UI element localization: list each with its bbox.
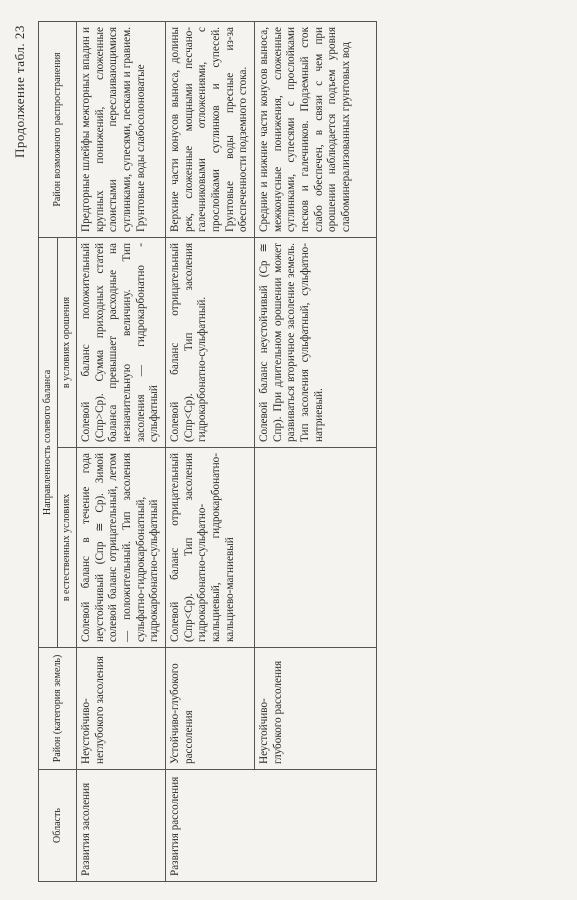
header-direction: Направленность солевого баланса: [39, 237, 58, 647]
table-row: [254, 21, 376, 881]
table-row: [165, 21, 254, 881]
header-irrigation: в условиях орошения: [58, 237, 77, 447]
table-row: [77, 21, 166, 881]
cell-area: Предгорные шлейфы межгорных впадин и крупных понижений, сложенные слоистыми переслаивающимися суглинками, супесями, песками и гравием. Грунтовые воды слабосолоноватые: [77, 21, 166, 237]
cell-district-text: Неустойчиво-глубокого рассоления: [257, 660, 284, 764]
header-district: Район (категория земель): [39, 648, 77, 770]
cell-area: Верхние части конусов выноса, долины рек, сложенные мощными песчано-галечниковыми отложениями, с прослойками суглинков и супесей. Грунтовые воды пресные из-за обеспеченности подземного стока.: [165, 21, 254, 237]
cell-natural: Солевой баланс в течение года неустойчивый (Спр ≅ Ср). Зимой солевой баланс отрицательный, летом — положительный. Тип засоления сульфатно-гидрокарбонатный, гидрокарбонатно-сульфатный: [77, 448, 166, 648]
cell-irrigation: Солевой баланс отрицательный (Спр<Ср). Тип засоления гидрокарбонатно-сульфатный.: [165, 237, 254, 447]
cell-district: [254, 648, 376, 770]
cell-irrigation: Солевой баланс неустойчивый (Ср ≅ Спр). При длительном орошении может развиваться вторичное засоление земель. Тип засоления сульфатный, сульфатно-натриевый.: [254, 237, 376, 447]
header-natural: в естественных условиях: [58, 448, 77, 648]
header-area: Район возможного распространения: [39, 21, 77, 237]
header-row-1: [39, 21, 58, 881]
header-region: Область: [39, 770, 77, 882]
cell-region: Развития рассоления: [165, 770, 376, 882]
table-caption: Продолжение табл. 23: [12, 25, 27, 158]
cell-district: Неустойчиво-неглубокого засоления: [77, 648, 166, 770]
cell-natural: [254, 448, 376, 648]
cell-district: Устойчиво-глубокого рассоления: [165, 648, 254, 770]
cell-irrigation: Солевой баланс положительный (Спр>Ср). Сумма приходных статей баланса превышает расходные на незначительную величину. Тип засоления — гидрокарбонатно - сульфатный: [77, 237, 166, 447]
cell-region: Развития засоления: [77, 770, 166, 882]
salt-balance-table: [38, 21, 377, 882]
cell-natural: Солевой баланс отрицательный (Спр<Ср). Тип засоления гидрокарбонатно-сульфатно-кальциевый, гидрокарбонатно-кальциево-магниевый: [165, 448, 254, 648]
cell-area: Средние и нижние части конусов выноса, межконусные понижения, сложенные суглинками, супесями с прослойками песков и галечников. Подземный сток слабо обеспечен, в связи с чем при орошении наблюдается подъем уровня слабоминерализованных грунтовых вод: [254, 21, 376, 237]
